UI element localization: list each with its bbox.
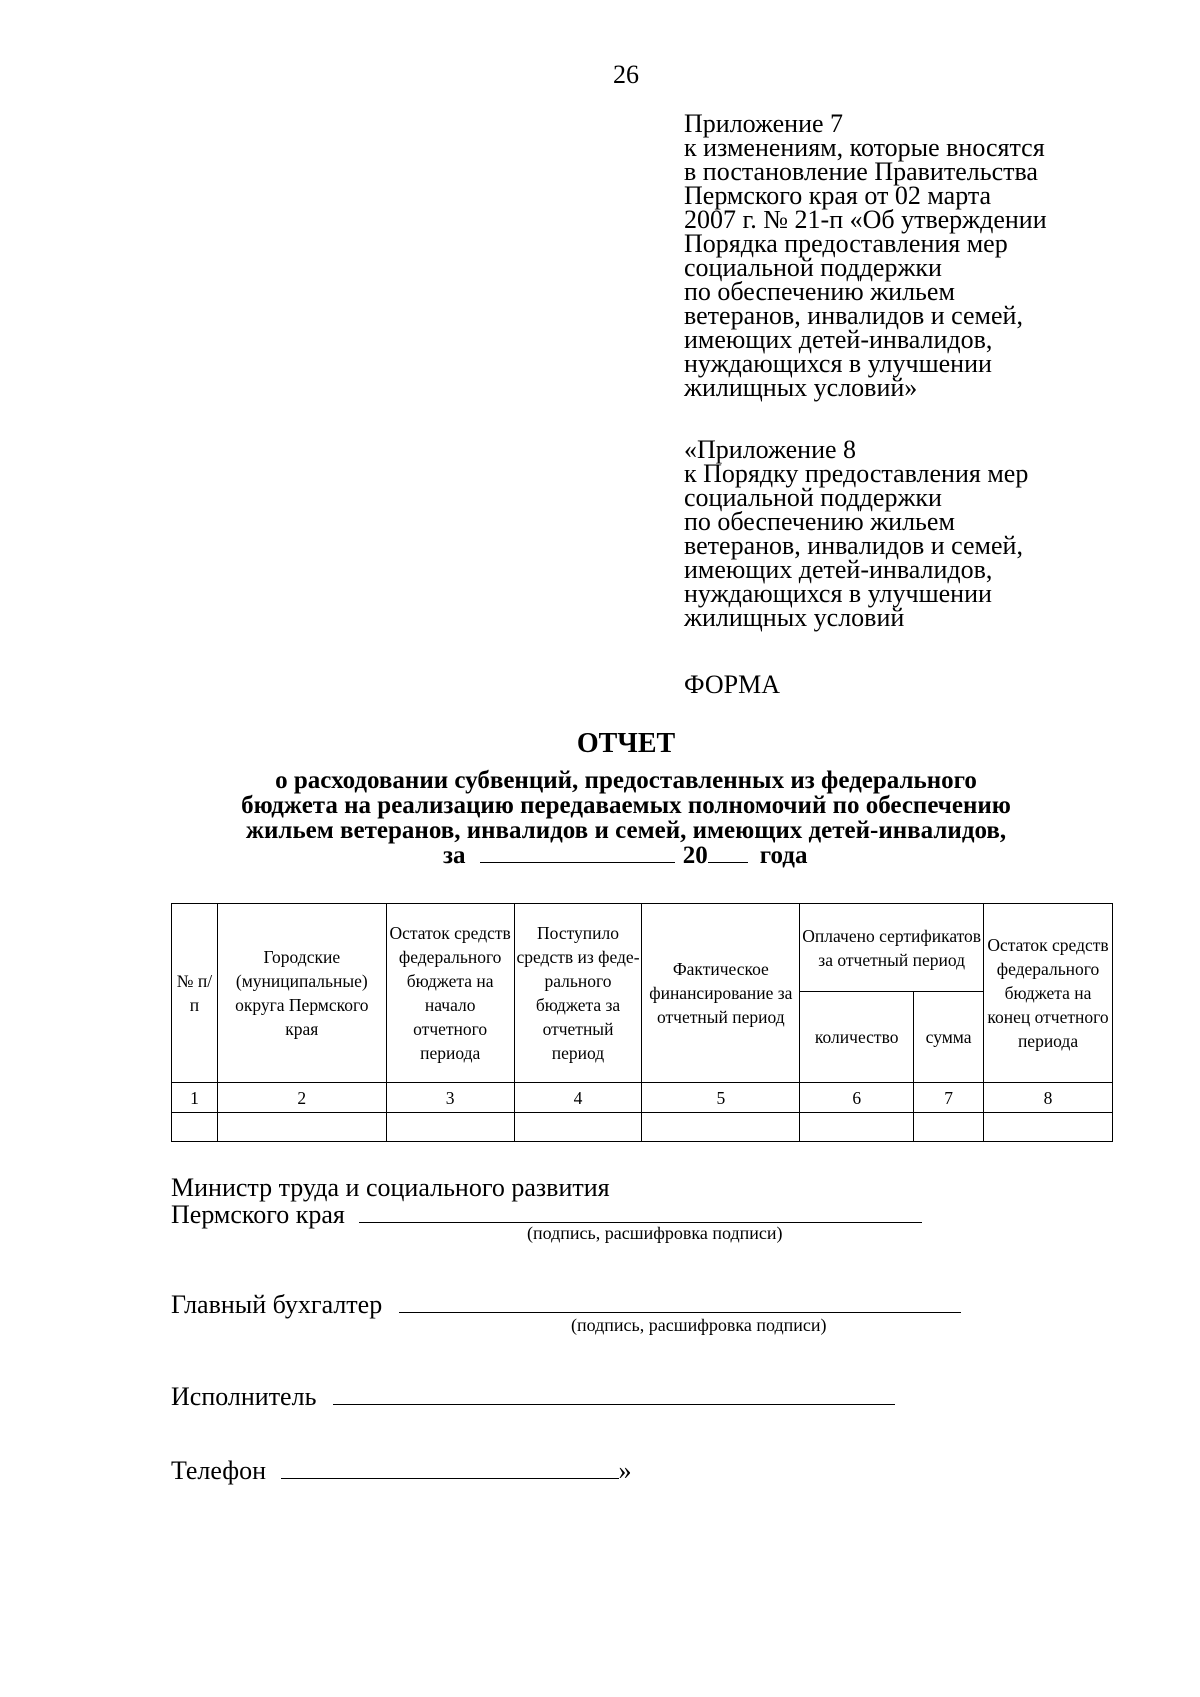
appendix-line: в постановление Правительства [684,157,1038,186]
table-cell[interactable] [217,1113,386,1142]
column-number: 6 [800,1083,914,1113]
subtitle-line: бюджета на реализацию передаваемых полномочий по обеспечению [241,792,1011,819]
appendix-line: социальной поддержки [684,483,942,512]
appendix-7-heading [684,109,1184,402]
appendix-line: жилищных условий [684,603,905,632]
appendix-line: «Приложение 8 [684,435,857,464]
header-end-balance: Остаток средств федерального бюджета на конец отчетного периода [984,904,1113,1083]
appendix-line: имеющих детей-инвалидов, [684,555,993,584]
period-year: 20 [682,842,708,869]
year-blank[interactable] [708,840,748,863]
table-cell[interactable] [386,1113,514,1142]
period-prefix: за [443,842,466,869]
subtitle-line: о расходовании субвенций, предоставленных из федерального [275,767,977,794]
subtitle-line: жильем ветеранов, инвалидов и семей, имеющих детей-инвалидов, [245,817,1007,844]
accountant-signature-line[interactable] [399,1290,961,1313]
appendix-line: социальной поддержки [684,253,942,282]
header-quantity: количество [800,992,914,1083]
appendix-line: по обеспечению жильем [684,507,955,536]
appendix-line: к Порядку предоставления мер [684,459,1029,488]
column-number: 1 [172,1083,218,1113]
table-cell[interactable] [800,1113,914,1142]
header-number: № п/п [172,904,218,1083]
report-title: ОТЧЕТ [576,728,676,759]
appendix-line: ветеранов, инвалидов и семей, [684,301,1023,330]
minister-title-line2: Пермского края [171,1200,345,1229]
minister-title-line1: Министр труда и социального развития [171,1173,610,1202]
column-number: 8 [984,1083,1113,1113]
phone-line[interactable] [281,1456,619,1479]
period-blank[interactable] [480,840,675,863]
header-received: Поступило средств из феде-рального бюджета за отчетный период [514,904,642,1083]
table-cell[interactable] [984,1113,1113,1142]
appendix-line: Пермского края от 02 марта [684,181,992,210]
appendix-line: нуждающихся в улучшении [684,579,992,608]
header-districts: Городские (муниципальные) округа Пермского края [217,904,386,1083]
phone-label: Телефон [171,1456,267,1485]
accountant-label: Главный бухгалтер [171,1290,383,1319]
minister-signature-line[interactable] [359,1200,922,1223]
page-number: 26 [613,60,639,89]
column-number: 5 [642,1083,800,1113]
accountant-signature-caption: (подпись, расшифровка подписи) [571,1315,827,1335]
period-suffix: года [759,842,808,869]
table-cell[interactable] [642,1113,800,1142]
forma-label: ФОРМА [684,670,780,699]
executor-signature [171,1382,895,1409]
executor-label: Исполнитель [171,1382,317,1411]
report-period [443,840,807,870]
executor-line[interactable] [333,1382,895,1405]
report-subtitle [0,768,1200,843]
header-sum: сумма [914,992,984,1083]
appendix-line: ветеранов, инвалидов и семей, [684,531,1023,560]
appendix-line: нуждающихся в улучшении [684,349,992,378]
header-certificates-paid: Оплачено сертификатов за отчетный период [800,904,984,992]
appendix-line: к изменениям, которые вносятся [684,133,1045,162]
minister-signature-caption: (подпись, расшифровка подписи) [527,1223,783,1243]
phone-field [171,1456,632,1483]
table-cell[interactable] [914,1113,984,1142]
column-number: 2 [217,1083,386,1113]
appendix-line: жилищных условий» [684,373,918,402]
phone-closing-quote: » [618,1456,632,1485]
header-start-balance: Остаток средств федерального бюджета на начало отчетного периода [386,904,514,1083]
appendix-line: Порядка предоставления мер [684,229,1008,258]
appendix-line: по обеспечению жильем [684,277,955,306]
report-table [171,903,1113,1142]
accountant-signature [171,1290,961,1317]
appendix-line: Приложение 7 [684,109,844,138]
header-actual-financing: Фактическое финансирование за отчетный период [642,904,800,1083]
column-number: 7 [914,1083,984,1113]
column-number: 4 [514,1083,642,1113]
table-cell[interactable] [514,1113,642,1142]
appendix-line: имеющих детей-инвалидов, [684,325,993,354]
minister-signature [171,1173,922,1229]
appendix-8-heading [684,435,1184,632]
column-number: 3 [386,1083,514,1113]
table-row [172,1113,1113,1142]
table-cell[interactable] [172,1113,218,1142]
appendix-line: 2007 г. № 21-п «Об утверждении [684,205,1047,234]
